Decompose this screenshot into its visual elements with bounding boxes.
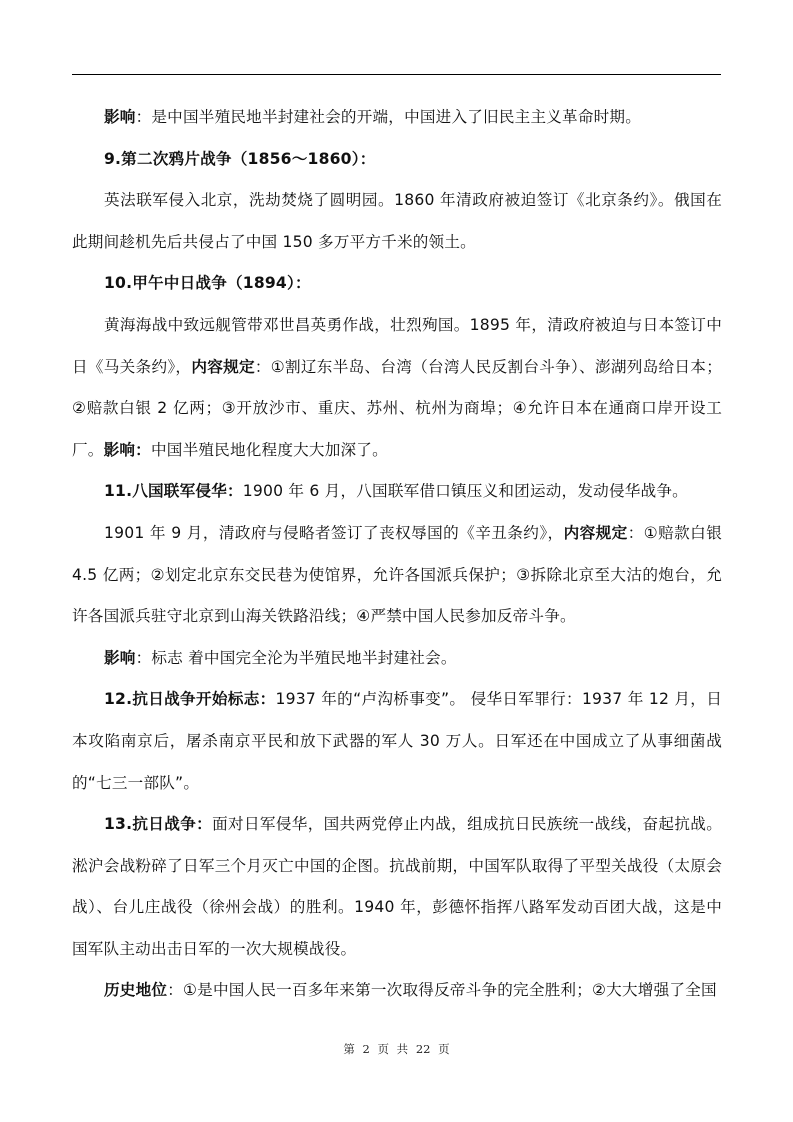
page-number: 第 2 页 共 22 页 [343, 1042, 450, 1056]
heading-second-opium-war [72, 139, 722, 181]
document-body [72, 97, 722, 1012]
paragraph-eight-nation-alliance: 11.八国联军侵华：1900 年 6 月，八国联军借口镇压义和团运动，发动侵华战争。 [104, 482, 688, 501]
paragraph-second-opium-war: 英法联军侵入北京，洗劫焚烧了圆明园。1860 年清政府被迫签订《北京条约》。俄国在此期间趁机先后共侵占了中国 150 多万平方千米的领土。 [72, 191, 722, 251]
section-heading: 9.第二次鸦片战争（1856～1860）： [104, 149, 376, 168]
section-heading: 13.抗日战争： [104, 815, 213, 834]
section-heading: 11.八国联军侵华： [104, 482, 243, 501]
paragraph-boxer-protocol: 1901 年 9 月，清政府与侵略者签订了丧权辱国的《辛丑条约》，内容规定：①赔款白银 4.5 亿两；②划定北京东交民巷为使馆界，允许各国派兵保护；③拆除北京至大沽的炮台，允许各国派兵驻守北京到山海关铁路沿线；④严禁中国人民参加反帝斗争。 [72, 523, 722, 626]
bold-label: 内容规定 [191, 357, 255, 376]
paragraph-boxer-influence: 影响：标志 着中国完全沦为半殖民地半封建社会。 [104, 648, 457, 667]
paragraph-war-of-resistance: 13.抗日战争：面对日军侵华，国共两党停止内战，组成抗日民族统一战线，奋起抗战。淞沪会战粉碎了日军三个月灭亡中国的企图。抗战前期，中国军队取得了平型关战役（太原会战）、台儿庄战役（徐州会战）的胜利。1940 年，彭德怀指挥八路军发动百团大战，这是中国军队主动出击日军的一次大规模战役。 [72, 815, 722, 958]
bold-label: 影响 [104, 108, 136, 126]
paragraph-historical-status: 历史地位：①是中国人民一百多年来第一次取得反帝斗争的完全胜利；②大大增强了全国 [104, 981, 717, 1000]
bold-label: 内容规定 [563, 523, 628, 542]
heading-sino-japanese-war [72, 263, 722, 305]
bold-label: 历史地位 [104, 981, 168, 1000]
bold-label: 影响 [104, 648, 136, 667]
header-rule [72, 74, 721, 75]
paragraph-sino-japanese-war: 黄海海战中致远舰管带邓世昌英勇作战，壮烈殉国。1895 年，清政府被迫与日本签订中日《马关条约》，内容规定：①割辽东半岛、台湾（台湾人民反割台斗争）、澎湖列岛给日本；②赔款白银 2 亿两；③开放沙市、重庆、苏州、杭州为商埠；④允许日本在通商口岸开设工厂。影响：中国半殖民地化程度大大加深了。 [72, 315, 722, 459]
bold-label: 影响： [103, 440, 151, 459]
paragraph-influence-opium-war-1: 影响：是中国半殖民地半封建社会的开端，中国进入了旧民主主义革命时期。 [104, 108, 641, 126]
section-heading: 12.抗日战争开始标志： [104, 690, 276, 709]
paragraph-war-of-resistance-start: 12.抗日战争开始标志：1937 年的“卢沟桥事变”。 侵华日军罪行：1937 年 12 月，日本攻陷南京后，屠杀南京平民和放下武器的军人 30 万人。日军还在中国成立了从事细菌战的“七三一部队”。 [72, 690, 722, 792]
section-heading: 10.甲午中日战争（1894）： [104, 274, 311, 293]
